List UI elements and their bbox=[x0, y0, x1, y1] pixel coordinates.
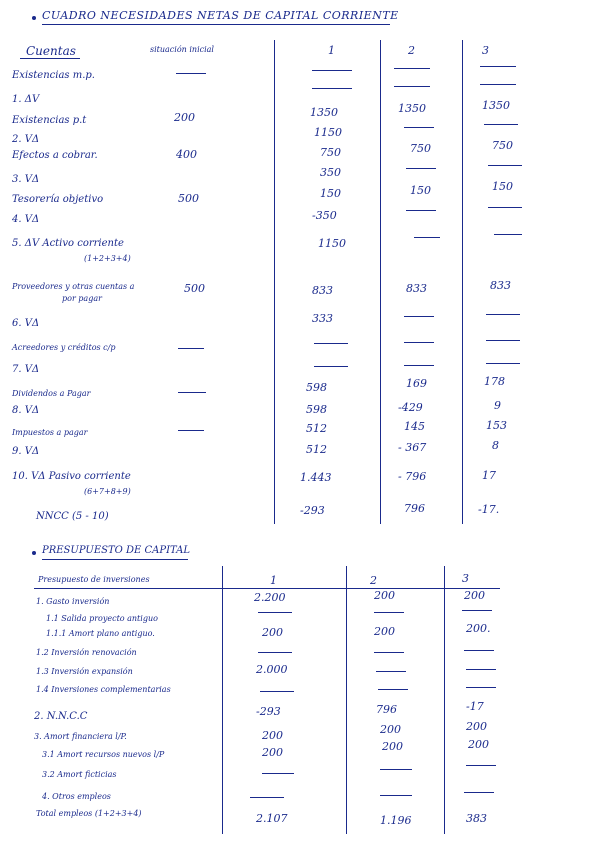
section2-title: PRESUPUESTO DE CAPITAL bbox=[42, 545, 191, 556]
empty-cell-dash bbox=[414, 237, 440, 238]
empty-cell-dash bbox=[404, 127, 434, 128]
empty-cell-dash bbox=[486, 314, 520, 315]
empty-cell-dash bbox=[374, 652, 404, 653]
empty-cell-dash bbox=[466, 765, 496, 766]
empty-cell-dash bbox=[380, 769, 412, 770]
s2-row-label: 1.1 Salida proyecto antiguo bbox=[46, 614, 158, 623]
empty-cell-dash bbox=[404, 365, 434, 366]
s1-row-label: 4. VΔ bbox=[12, 214, 40, 225]
empty-cell-dash bbox=[466, 687, 496, 688]
s1-cell: 833 bbox=[406, 282, 427, 295]
s2-row-label: 1.4 Inversiones complementarias bbox=[36, 685, 171, 694]
s1-row-label: 2. VΔ bbox=[12, 134, 40, 145]
s1-row-label: 3. VΔ bbox=[12, 174, 40, 185]
empty-cell-dash bbox=[488, 207, 522, 208]
empty-cell-dash bbox=[258, 652, 292, 653]
empty-cell-dash bbox=[258, 612, 292, 613]
s2-header-col-2: 2 bbox=[370, 574, 377, 587]
s1-cell: 750 bbox=[410, 142, 431, 155]
empty-cell-dash bbox=[178, 430, 204, 431]
empty-cell-dash bbox=[312, 88, 352, 89]
s1-cell: -293 bbox=[300, 504, 325, 517]
s2-cell: 2.200 bbox=[254, 591, 286, 604]
section2-divider-1 bbox=[222, 566, 223, 834]
s1-cell: 1350 bbox=[398, 102, 426, 115]
empty-cell-dash bbox=[374, 612, 404, 613]
empty-cell-dash bbox=[464, 650, 494, 651]
empty-cell-dash bbox=[486, 340, 520, 341]
s1-cell: 796 bbox=[404, 502, 425, 515]
s1-cell: 145 bbox=[404, 420, 425, 433]
header-cuentas-underline bbox=[20, 58, 80, 59]
s1-cell: 500 bbox=[184, 282, 205, 295]
empty-cell-dash bbox=[376, 671, 406, 672]
empty-cell-dash bbox=[394, 86, 430, 87]
section1-divider-1 bbox=[274, 40, 275, 524]
empty-cell-dash bbox=[486, 363, 520, 364]
header-col-2: 2 bbox=[408, 44, 415, 57]
s1-cell: -350 bbox=[312, 209, 337, 222]
s1-cell: 400 bbox=[176, 148, 197, 161]
empty-cell-dash bbox=[314, 343, 348, 344]
s1-cell: - 367 bbox=[398, 441, 427, 454]
s2-cell: 200 bbox=[374, 589, 395, 602]
s1-cell: 1150 bbox=[314, 126, 342, 139]
empty-cell-dash bbox=[314, 366, 348, 367]
s2-header-col-1: 1 bbox=[270, 574, 277, 587]
s1-row-label: Efectos a cobrar. bbox=[12, 150, 98, 161]
s1-cell: 1150 bbox=[318, 237, 346, 250]
empty-cell-dash bbox=[250, 797, 284, 798]
s1-row-label: 6. VΔ bbox=[12, 318, 40, 329]
s1-row-label: 7. VΔ bbox=[12, 364, 40, 375]
s1-row-sub: (6+7+8+9) bbox=[84, 487, 131, 496]
s1-row-sub: por pagar bbox=[62, 294, 102, 303]
s1-row-label: 1. ΔV bbox=[12, 94, 40, 105]
s2-cell: 383 bbox=[466, 812, 487, 825]
section2-title-underline bbox=[42, 559, 188, 560]
header-col-3: 3 bbox=[482, 44, 489, 57]
s2-row-label: Total empleos (1+2+3+4) bbox=[36, 809, 142, 818]
s1-row-label: Existencias m.p. bbox=[12, 70, 95, 81]
s2-row-label: 1. Gasto inversión bbox=[36, 597, 110, 606]
s2-cell: 200 bbox=[380, 723, 401, 736]
s1-cell: 178 bbox=[484, 375, 505, 388]
s1-cell: 500 bbox=[178, 192, 199, 205]
empty-cell-dash bbox=[178, 348, 204, 349]
s1-cell: 833 bbox=[490, 279, 511, 292]
s2-row-label: 1.3 Inversión expansión bbox=[36, 667, 133, 676]
s2-header-col-3: 3 bbox=[462, 572, 469, 585]
s2-row-label: 1.2 Inversión renovación bbox=[36, 648, 137, 657]
s2-cell: 200 bbox=[464, 589, 485, 602]
s1-cell: 512 bbox=[306, 443, 327, 456]
s1-cell: 598 bbox=[306, 381, 327, 394]
s1-cell: 1350 bbox=[482, 99, 510, 112]
s2-cell: 200 bbox=[262, 729, 283, 742]
empty-cell-dash bbox=[378, 689, 408, 690]
s2-cell: 200 bbox=[382, 740, 403, 753]
s1-row-label: Acreedores y créditos c/p bbox=[12, 343, 116, 352]
s2-cell: 200 bbox=[262, 746, 283, 759]
section1-title: CUADRO NECESIDADES NETAS DE CAPITAL CORRIENTE bbox=[42, 9, 399, 22]
empty-cell-dash bbox=[394, 68, 430, 69]
s2-cell: 1.196 bbox=[380, 814, 412, 827]
s1-cell: 150 bbox=[320, 187, 341, 200]
s2-cell: -293 bbox=[256, 705, 281, 718]
s1-cell: - 796 bbox=[398, 470, 427, 483]
empty-cell-dash bbox=[176, 73, 206, 74]
s1-row-sub: (1+2+3+4) bbox=[84, 254, 131, 263]
s2-cell: 200 bbox=[374, 625, 395, 638]
empty-cell-dash bbox=[260, 691, 294, 692]
section1-bullet bbox=[32, 16, 36, 20]
s1-row-label: Tesorería objetivo bbox=[12, 194, 104, 205]
s1-cell: -429 bbox=[398, 401, 423, 414]
s1-cell: 153 bbox=[486, 419, 507, 432]
empty-cell-dash bbox=[466, 669, 496, 670]
s2-row-label: 1.1.1 Amort plano antiguo. bbox=[46, 629, 155, 638]
s1-row-label: Impuestos a pagar bbox=[12, 428, 88, 437]
s1-cell: 8 bbox=[492, 439, 499, 452]
empty-cell-dash bbox=[494, 234, 522, 235]
s1-cell: 17 bbox=[482, 469, 496, 482]
s1-cell: 9 bbox=[494, 399, 501, 412]
s1-cell: 833 bbox=[312, 284, 333, 297]
s1-row-label: Dividendos a Pagar bbox=[12, 389, 91, 398]
empty-cell-dash bbox=[406, 210, 436, 211]
empty-cell-dash bbox=[380, 795, 412, 796]
s2-cell: -17 bbox=[466, 700, 484, 713]
s2-cell: 2.107 bbox=[256, 812, 288, 825]
s2-cell: 200 bbox=[262, 626, 283, 639]
empty-cell-dash bbox=[406, 168, 436, 169]
empty-cell-dash bbox=[404, 342, 434, 343]
s1-cell: 598 bbox=[306, 403, 327, 416]
section1-title-underline bbox=[42, 24, 390, 25]
empty-cell-dash bbox=[480, 84, 516, 85]
s1-cell: 350 bbox=[320, 166, 341, 179]
s2-row-label: 3. Amort financiera l/P. bbox=[34, 732, 127, 741]
empty-cell-dash bbox=[480, 66, 516, 67]
s2-header-label: Presupuesto de inversiones bbox=[38, 575, 150, 584]
s1-cell: 512 bbox=[306, 422, 327, 435]
s2-row-label: 3.1 Amort recursos nuevos l/P bbox=[42, 750, 165, 759]
s1-cell: 750 bbox=[320, 146, 341, 159]
empty-cell-dash bbox=[464, 792, 494, 793]
empty-cell-dash bbox=[404, 316, 434, 317]
s1-cell: 200 bbox=[174, 111, 195, 124]
section2-divider-2 bbox=[346, 566, 347, 834]
s2-row-label: 2. N.N.C.C bbox=[34, 711, 88, 722]
s1-cell: -17. bbox=[478, 503, 500, 516]
s2-cell: 2.000 bbox=[256, 663, 288, 676]
s1-cell: 169 bbox=[406, 377, 427, 390]
s1-cell: 150 bbox=[492, 180, 513, 193]
s1-row-label: NNCC (5 - 10) bbox=[36, 511, 109, 522]
header-col-1: 1 bbox=[328, 44, 335, 57]
section2-bullet bbox=[32, 551, 36, 555]
s2-row-label: 3.2 Amort ficticias bbox=[42, 770, 117, 779]
s2-cell: 200 bbox=[468, 738, 489, 751]
s1-row-label: 8. VΔ bbox=[12, 405, 40, 416]
s1-cell: 333 bbox=[312, 312, 333, 325]
s1-row-label: Existencias p.t bbox=[12, 115, 87, 126]
s1-row-label: Proveedores y otras cuentas a bbox=[12, 282, 135, 291]
s1-row-label: 9. VΔ bbox=[12, 446, 40, 457]
empty-cell-dash bbox=[488, 165, 522, 166]
section1-divider-2 bbox=[380, 40, 381, 524]
header-cuentas: Cuentas bbox=[26, 44, 76, 58]
section1-divider-3 bbox=[462, 40, 463, 524]
empty-cell-dash bbox=[312, 70, 352, 71]
s1-cell: 1350 bbox=[310, 106, 338, 119]
s2-cell: 796 bbox=[376, 703, 397, 716]
s1-row-label: 5. ΔV Activo corriente bbox=[12, 238, 124, 249]
empty-cell-dash bbox=[178, 392, 206, 393]
section2-divider-3 bbox=[444, 566, 445, 834]
s1-row-label: 10. VΔ Pasivo corriente bbox=[12, 471, 131, 482]
empty-cell-dash bbox=[262, 773, 294, 774]
header-situacion-inicial: situación inicial bbox=[150, 45, 214, 54]
s2-cell: 200. bbox=[466, 622, 491, 635]
s2-cell: 200 bbox=[466, 720, 487, 733]
s2-header-rule bbox=[34, 588, 500, 589]
s1-cell: 1.443 bbox=[300, 471, 332, 484]
s2-row-label: 4. Otros empleos bbox=[42, 792, 111, 801]
empty-cell-dash bbox=[484, 124, 518, 125]
s1-cell: 150 bbox=[410, 184, 431, 197]
empty-cell-dash bbox=[462, 610, 492, 611]
s1-cell: 750 bbox=[492, 139, 513, 152]
